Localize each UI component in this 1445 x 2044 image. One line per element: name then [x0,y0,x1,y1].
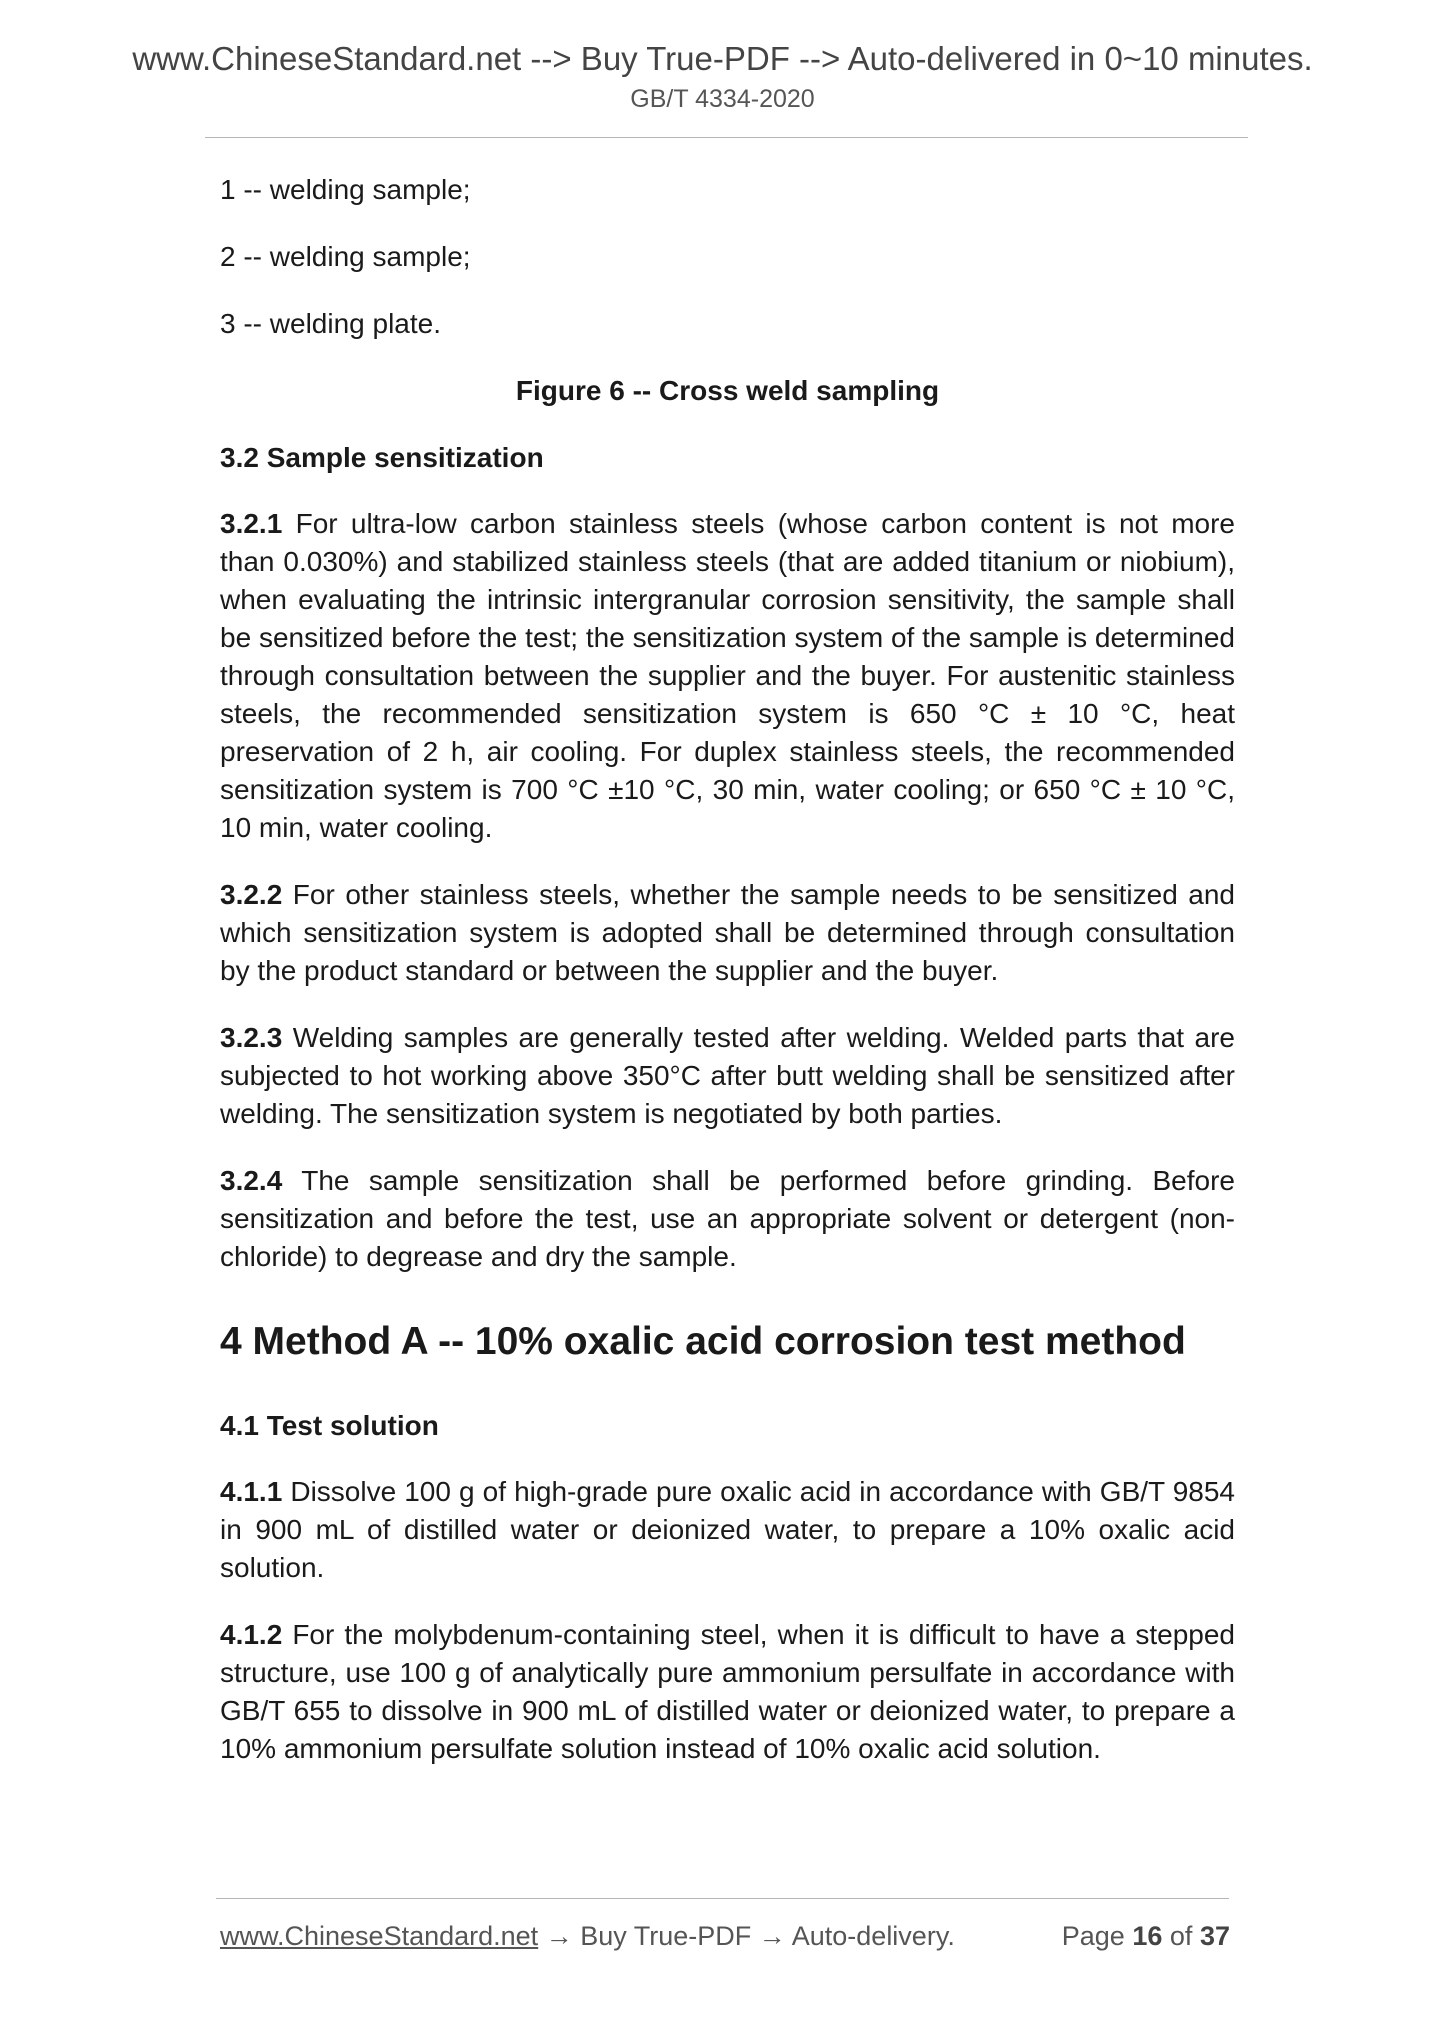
page-header [0,38,1445,116]
page-number: 16 [1132,1921,1163,1951]
of-label: of [1169,1921,1193,1951]
header-divider [205,137,1248,138]
page-label: Page [1061,1921,1125,1951]
page-indicator [1062,1918,1230,1954]
clause-text: Welding samples are generally tested after welding. Welded parts that are subjected to hot working above 350°C after butt welding shall be sensitized after welding. The sensitization system is negotiated by both parties. [220,1022,1235,1129]
clause-3-2-1 [220,505,1235,847]
document-body [220,170,1235,1797]
chapter-heading-4: 4 Method A -- 10% oxalic acid corrosion test method [220,1320,1186,1363]
clause-4-1-1 [220,1473,1235,1587]
clause-3-2-3 [220,1019,1235,1133]
figure-legend-item-2: 2 -- welding sample; [220,241,471,272]
clause-number: 3.2.1 [220,508,283,539]
clause-number: 4.1.2 [220,1619,283,1650]
clause-text: For other stainless steels, whether the sample needs to be sensitized and which sensitization system is adopted shall be determined through consultation by the product standard or between the supplier and the buyer. [220,879,1235,986]
footer-divider [216,1898,1229,1899]
clause-4-1-2 [220,1616,1235,1768]
clause-number: 4.1.1 [220,1476,283,1507]
section-heading-3-2: 3.2 Sample sensitization [220,442,544,473]
footer-site-link[interactable]: www.ChineseStandard.net [220,1921,539,1951]
figure-legend-item-3: 3 -- welding plate. [220,308,442,339]
header-banner: www.ChineseStandard.net --> Buy True-PDF --> Auto-delivered in 0~10 minutes. [132,40,1313,77]
clause-number: 3.2.4 [220,1165,283,1196]
clause-text: For the molybdenum-containing steel, when it is difficult to have a stepped structure, use 100 g of analytically pure ammonium persulfate in accordance with GB/T 655 to dissolve in 900 mL of distilled water or deionized water, to prepare a 10% ammonium persulfate solution instead of 10% oxalic acid solution. [220,1619,1235,1764]
footer-tagline: → Buy True-PDF → Auto-delivery. [538,1921,955,1951]
clause-text: The sample sensitization shall be performed before grinding. Before sensitization and before the test, use an appropriate solvent or detergent (non-chloride) to degrease and dry the sample. [220,1165,1235,1272]
standard-code: GB/T 4334-2020 [630,85,815,113]
clause-number: 3.2.3 [220,1022,283,1053]
figure-legend-item-1: 1 -- welding sample; [220,174,471,205]
clause-text: For ultra-low carbon stainless steels (whose carbon content is not more than 0.030%) and stabilized stainless steels (that are added titanium or niobium), when evaluating the intrinsic intergranular corrosion sensitivity, the sample shall be sensitized before the test; the sensitization system of the sample is determined through consultation between the supplier and the buyer. For austenitic stainless steels, the recommended sensitization system is 650 °C ± 10 °C, heat preservation of 2 h, air cooling. For duplex stainless steels, the recommended sensitization system is 700 °C ±10 °C, 30 min, water cooling; or 650 °C ± 10 °C, 10 min, water cooling. [220,508,1235,843]
section-heading-4-1: 4.1 Test solution [220,1410,439,1441]
clause-3-2-4 [220,1162,1235,1276]
clause-text: Dissolve 100 g of high-grade pure oxalic acid in accordance with GB/T 9854 in 900 mL of distilled water or deionized water, to prepare a 10% oxalic acid solution. [220,1476,1235,1583]
clause-number: 3.2.2 [220,879,283,910]
figure-caption: Figure 6 -- Cross weld sampling [515,375,940,406]
total-pages: 37 [1199,1921,1230,1951]
footer-left [220,1918,955,1954]
clause-3-2-2 [220,876,1235,990]
